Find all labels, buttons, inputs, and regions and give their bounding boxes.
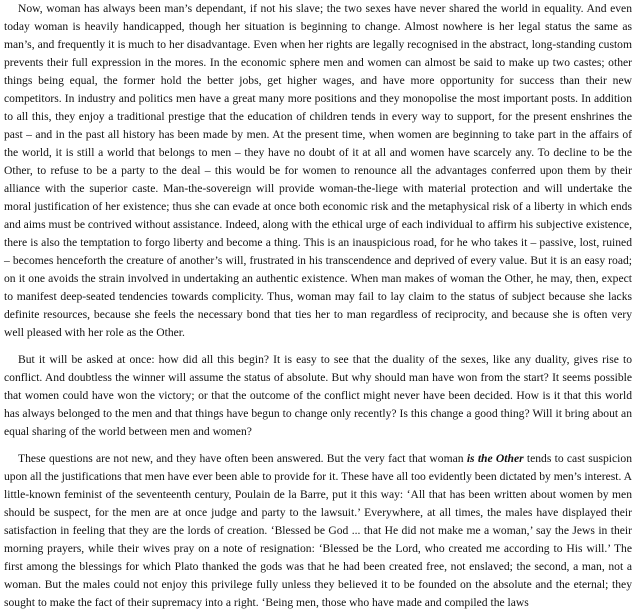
paragraph-3 <box>4 450 632 612</box>
emphasis-is-the-other: is the Other <box>466 452 524 465</box>
paragraph-1: Now, woman has always been man’s dependant, if not his slave; the two sexes have never shared the world in equality. And even today woman is heavily handicapped, though her situation is beginning to change. Almost nowhere is her legal status the same as man’s, and frequently it is much to her disadvantage. Even when her rights are legally recognised in the abstract, long-standing custom prevents their full expression in the mores. In the economic sphere men and women can almost be said to make up two castes; other things being equal, the former hold the better jobs, get higher wages, and have more opportunity for success than their new competitors. In industry and politics men have a great many more positions and they monopolise the most important posts. In addition to all this, they enjoy a traditional prestige that the education of children tends in every way to support, for the present enshrines the past – and in the past all history has been made by men. At the present time, when women are beginning to take part in the affairs of the world, it is still a world that belongs to men – they have no doubt of it at all and women have scarcely any. To decline to be the Other, to refuse to be a party to the deal – this would be for women to renounce all the advantages conferred upon them by their alliance with the superior caste. Man-the-sovereign will provide woman-the-liege with material protection and will undertake the moral justification of her existence; thus she can evade at once both economic risk and the metaphysical risk of a liberty in which ends and aims must be contrived without assistance. Indeed, along with the ethical urge of each individual to affirm his subjective existence, there is also the temptation to forgo liberty and become a thing. This is an inauspicious road, for he who takes it – passive, lost, ruined – becomes henceforth the creature of another’s will, frustrated in his transcendence and deprived of every value. But it is an easy road; on it one avoids the strain involved in undertaking an authentic existence. When man makes of woman the Other, he may, then, expect to manifest deep-seated tendencies towards complicity. Thus, woman may fail to lay claim to the status of subject because she lacks definite resources, because she feels the necessary bond that ties her to man regardless of reciprocity, and because she is often very well pleased with her role as the Other. <box>4 2 632 339</box>
paragraph-2: But it will be asked at once: how did all this begin? It is easy to see that the duality of the sexes, like any duality, gives rise to conflict. And doubtless the winner will assume the status of absolute. But why should man have won from the start? It seems possible that women could have won the victory; or that the outcome of the conflict might never have been decided. How is it that this world has always belonged to the men and that things have begun to change only recently? Is this change a good thing? Will it bring about an equal sharing of the world between men and women? <box>4 353 632 438</box>
document-page <box>4 0 632 612</box>
paragraph-3-before: These questions are not new, and they have often been answered. But the very fact that woman <box>18 452 467 465</box>
paragraph-3-after: tends to cast suspicion upon all the justifications that men have ever been able to provide for it. These have all too evidently been dictated by men’s interest. A little-known feminist of the seventeenth century, Poulain de la Barre, put it this way: ‘All that has been written about women by men should be suspect, for the men are at once judge and party to the lawsuit.’ Everywhere, at all times, the males have displayed their satisfaction in feeling that they are the lords of creation. ‘Blessed be God ... that He did not make me a woman,’ say the Jews in their morning prayers, while their wives pray on a note of resignation: ‘Blessed be the Lord, who created me according to His will.’ The first among the blessings for which Plato thanked the gods was that he had been created free, not enslaved; the second, a man, not a woman. But the males could not enjoy this privilege fully unless they believed it to be founded on the absolute and the eternal; they sought to make the fact of their supremacy into a right. ‘Being men, those who have made and compiled the laws <box>4 452 632 609</box>
